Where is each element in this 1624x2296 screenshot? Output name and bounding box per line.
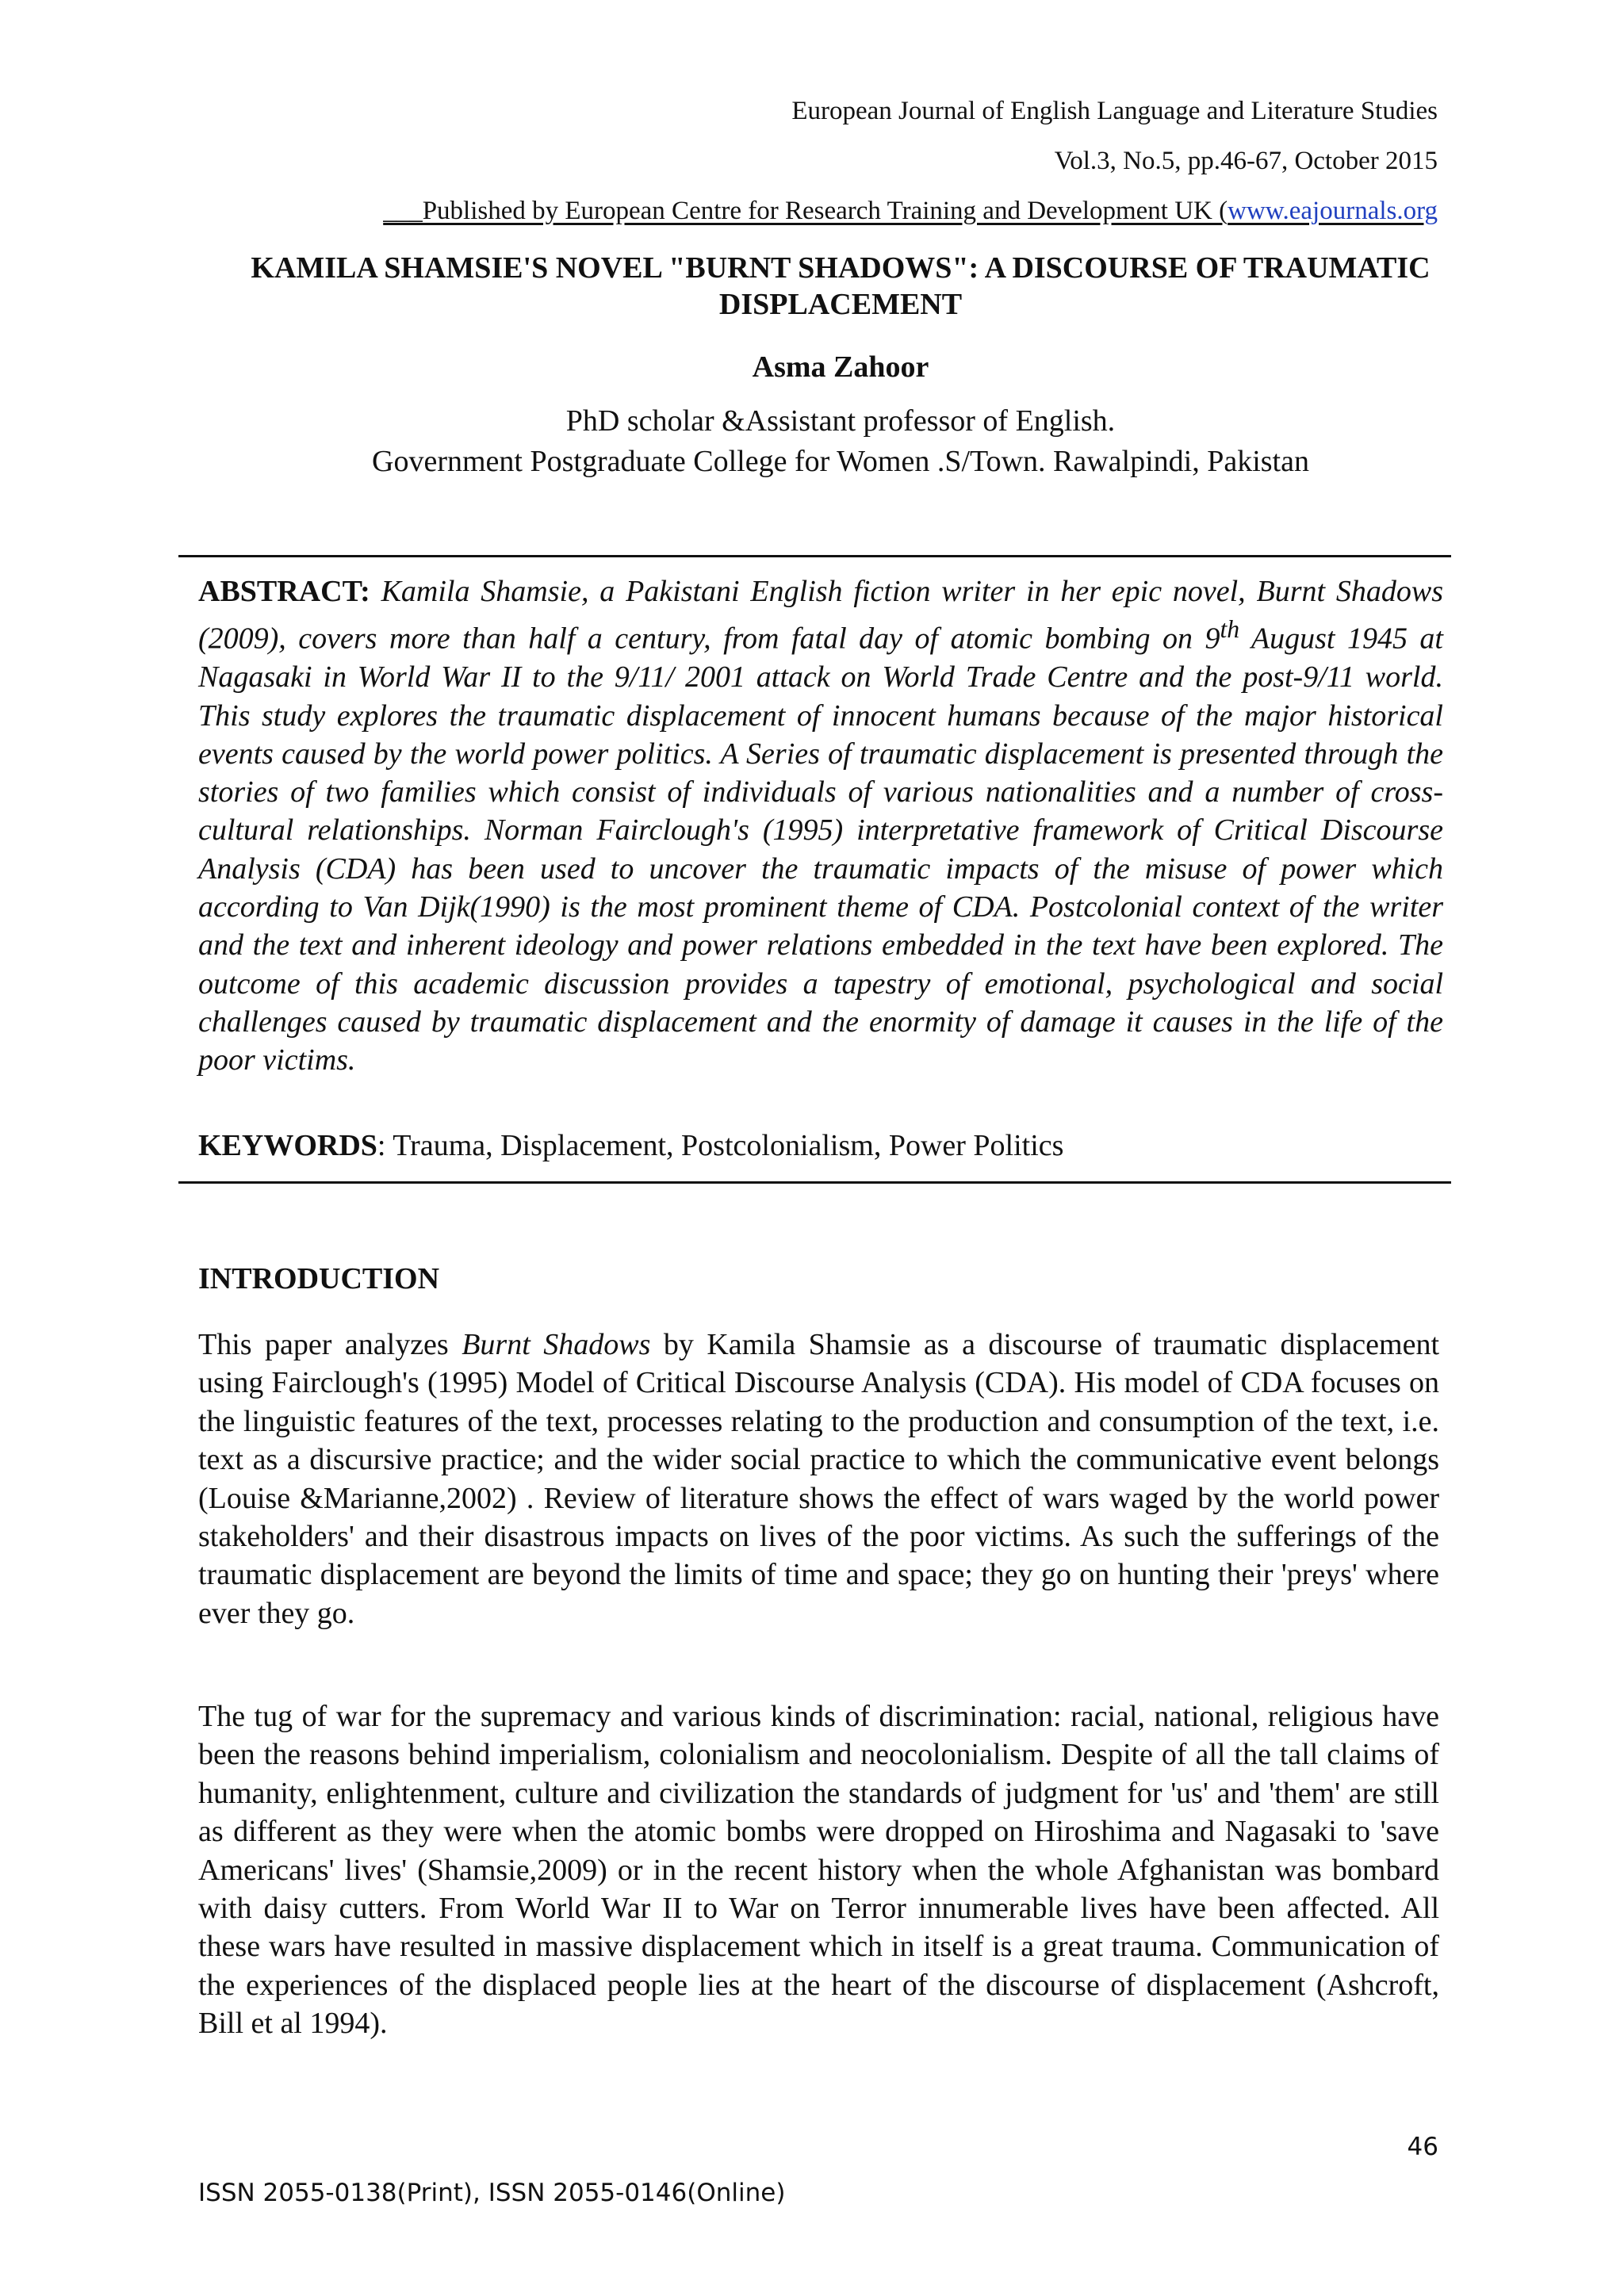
abstract-top-rule [178, 555, 1451, 557]
paper-title [174, 250, 1507, 323]
paragraph-text: by Kamila Shamsie as a discourse of traumatic displacement using Fairclough's (1995) Model of Critical Discourse Analysis (CDA). His model of CDA focuses on the linguistic features of the text, processes relating to the production and consumption of the text, i.e. text as a discursive practice; and the wider social practice to which the communicative event belongs (Louise &Marianne,2002) . Review of literature shows the effect of wars waged by the world power stakeholders' and their disastrous impacts on lives of the poor victims. As such the sufferings of the traumatic displacement are beyond the limits of time and space; they go on hunting their 'preys' where ever they go. [198, 1328, 1439, 1630]
publisher-text: ___Published by European Centre for Research Training and Development UK ( [383, 197, 1228, 225]
abstract-superscript: th [1220, 615, 1240, 644]
publisher-line [383, 195, 1438, 227]
author-affiliation-role: PhD scholar &Assistant professor of English. [565, 404, 1116, 438]
abstract [198, 572, 1443, 1080]
journal-name: European Journal of English Language and Literature Studies [791, 97, 1438, 125]
paper-title-line-1: KAMILA SHAMSIE'S NOVEL "BURNT SHADOWS": A DISCOURSE OF TRAUMATIC [251, 251, 1431, 285]
introduction-paragraph-1 [198, 1326, 1439, 1632]
abstract-bottom-rule [178, 1181, 1451, 1184]
issn-footer: ISSN 2055-0138(Print), ISSN 2055-0146(Online) [198, 2179, 786, 2207]
keywords [198, 1127, 1443, 1164]
introduction-paragraph-2: The tug of war for the supremacy and various kinds of discrimination: racial, national, religious have been the reasons behind imperialism, colonialism and neocolonialism. Despite of all the tall claims of humanity, enlightenment, culture and civilization the standards of judgment for 'us' and 'them' are still as different as they were when the atomic bombs were dropped on Hiroshima and Nagasaki to 'save Americans' lives' (Shamsie,2009) or in the recent history when the whole Afghanistan was bombard with daisy cutters. From World War II to War on Terror innumerable lives have been affected. All these wars have resulted in massive displacement which in itself is a great trauma. Communication of the experiences of the displaced people lies at the heart of the discourse of displacement (Ashcroft, Bill et al 1994). [198, 1700, 1439, 2041]
abstract-text-part-2: August 1945 at Nagasaki in World War II to the 9/11/ 2001 attack on World Trade Centre and the post-9/11 world. This study explores the traumatic displacement of innocent humans because of the major historical events caused by the world power politics. A Series of traumatic displacement is presented through the stories of two families which consist of individuals of various nationalities and a number of cross-cultural relationships. Norman Fairclough's (1995) interpretative framework of Critical Discourse Analysis (CDA) has been used to uncover the traumatic impacts of the misuse of power which according to Van Dijk(1990) is the most prominent theme of CDA. Postcolonial context of the writer and the text and inherent ideology and power relations embedded in the text have been explored. The outcome of this academic discussion provides a tapestry of emotional, psychological and social challenges caused by traumatic displacement and the enormity of damage it causes in the life of the poor victims. [198, 622, 1443, 1077]
author-name: Asma Zahoor [752, 350, 929, 384]
page-number: 46 [1407, 2133, 1438, 2161]
book-title: Burnt Shadows [462, 1328, 651, 1361]
paper-title-line-2: DISPLACEMENT [718, 288, 963, 321]
introduction-heading: INTRODUCTION [198, 1262, 440, 1295]
volume-info: Vol.3, No.5, pp.46-67, October 2015 [1054, 147, 1438, 175]
keywords-label: KEYWORDS [198, 1129, 377, 1162]
paragraph-text: This paper analyzes [198, 1328, 462, 1361]
author-affiliation-institution: Government Postgraduate College for Women .S/Town. Rawalpindi, Pakistan [372, 445, 1309, 478]
journal-website-link[interactable]: www.eajournals.org [1228, 197, 1438, 225]
abstract-text-part-1: Kamila Shamsie, a Pakistani English fiction writer in her epic novel, Burnt Shadows (2009), covers more than half a century, from fatal day of atomic bombing on 9 [198, 575, 1443, 656]
keywords-text: : Trauma, Displacement, Postcolonialism, Power Politics [377, 1129, 1064, 1162]
abstract-label: ABSTRACT: [198, 575, 370, 608]
